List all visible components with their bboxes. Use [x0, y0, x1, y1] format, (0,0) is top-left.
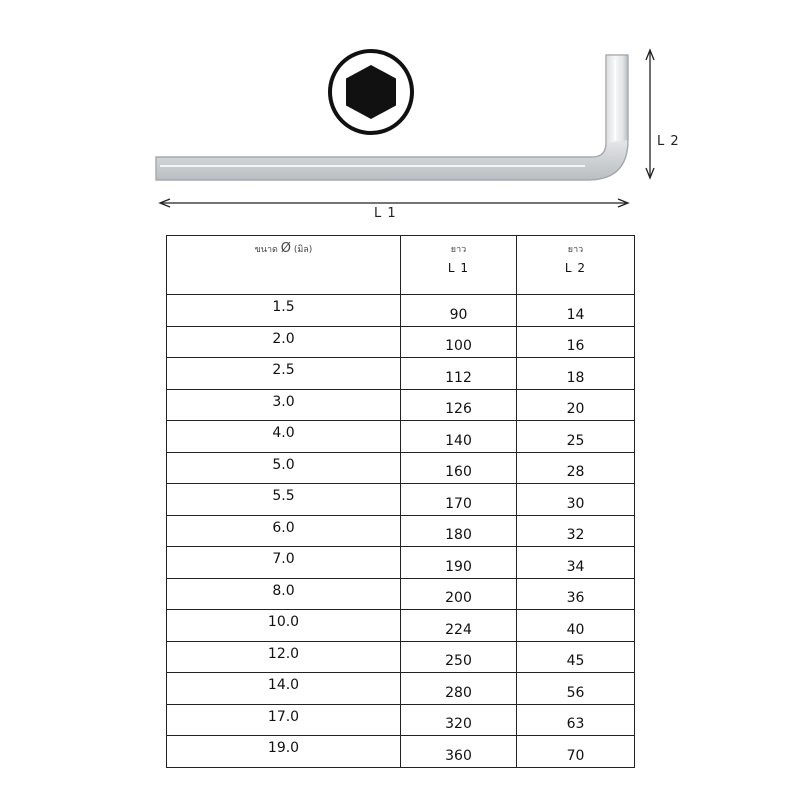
cell-l2: 36 [517, 578, 635, 610]
table-row [167, 704, 635, 736]
cell-l1: 112 [401, 358, 517, 390]
cell-l1: 140 [401, 421, 517, 453]
table-row [167, 578, 635, 610]
diameter-symbol: Ø [280, 241, 291, 256]
cell-l1: 90 [401, 295, 517, 327]
cell-size: 2.0 [167, 326, 401, 358]
cell-l1: 224 [401, 610, 517, 642]
cell-size: 7.0 [167, 547, 401, 579]
cell-size: 12.0 [167, 641, 401, 673]
cell-l2: 32 [517, 515, 635, 547]
cell-size: 2.5 [167, 358, 401, 390]
cell-l2: 30 [517, 484, 635, 516]
header-l1 [401, 236, 517, 295]
table-body [167, 295, 635, 768]
table-row [167, 641, 635, 673]
table-row [167, 358, 635, 390]
cell-l1: 200 [401, 578, 517, 610]
cell-l1: 360 [401, 736, 517, 768]
header-size-unit: (มิล) [293, 245, 313, 255]
cell-l1: 100 [401, 326, 517, 358]
cell-size: 14.0 [167, 673, 401, 705]
cell-l1: 280 [401, 673, 517, 705]
cell-size: 10.0 [167, 610, 401, 642]
header-l2-small: ยาว [567, 245, 584, 255]
table-header-row [167, 236, 635, 295]
cell-size: 1.5 [167, 295, 401, 327]
table-row [167, 389, 635, 421]
header-l2 [517, 236, 635, 295]
table-row [167, 515, 635, 547]
cell-l2: 34 [517, 547, 635, 579]
table-row [167, 673, 635, 705]
cell-size: 3.0 [167, 389, 401, 421]
cell-l2: 40 [517, 610, 635, 642]
table-row [167, 295, 635, 327]
header-l2-main: L 2 [564, 261, 587, 275]
hex-socket-icon [330, 51, 412, 133]
table-row [167, 421, 635, 453]
cell-l2: 45 [517, 641, 635, 673]
table-row [167, 326, 635, 358]
cell-size: 5.0 [167, 452, 401, 484]
table-row [167, 484, 635, 516]
header-l1-small: ยาว [450, 245, 467, 255]
cell-l2: 70 [517, 736, 635, 768]
cell-l1: 126 [401, 389, 517, 421]
cell-l2: 28 [517, 452, 635, 484]
cell-size: 19.0 [167, 736, 401, 768]
cell-l2: 14 [517, 295, 635, 327]
cell-l2: 56 [517, 673, 635, 705]
cell-l1: 180 [401, 515, 517, 547]
cell-l2: 20 [517, 389, 635, 421]
cell-l1: 320 [401, 704, 517, 736]
l2-dimension-arrow [646, 50, 654, 178]
header-size-prefix: ขนาด [254, 245, 278, 255]
cell-l2: 63 [517, 704, 635, 736]
cell-size: 17.0 [167, 704, 401, 736]
cell-l1: 170 [401, 484, 517, 516]
table-row [167, 547, 635, 579]
size-spec-table [166, 235, 635, 768]
cell-l2: 25 [517, 421, 635, 453]
table-row [167, 736, 635, 768]
cell-size: 8.0 [167, 578, 401, 610]
cell-l2: 18 [517, 358, 635, 390]
l1-dimension-label: L 1 [374, 206, 397, 221]
cell-size: 5.5 [167, 484, 401, 516]
header-l1-main: L 1 [447, 261, 470, 275]
table-row [167, 452, 635, 484]
header-size [167, 236, 401, 295]
cell-l1: 250 [401, 641, 517, 673]
cell-size: 6.0 [167, 515, 401, 547]
cell-l1: 190 [401, 547, 517, 579]
cell-l2: 16 [517, 326, 635, 358]
table-row [167, 610, 635, 642]
l2-dimension-label: L 2 [657, 134, 680, 149]
cell-size: 4.0 [167, 421, 401, 453]
cell-l1: 160 [401, 452, 517, 484]
